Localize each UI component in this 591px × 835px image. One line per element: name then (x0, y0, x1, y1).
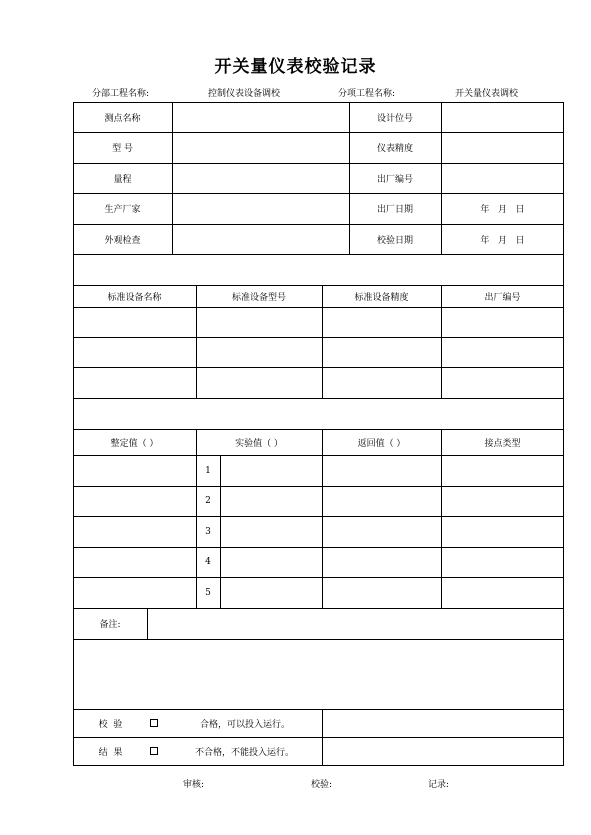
rule (73, 547, 564, 548)
pass-option-text: 合格，可以投入运行。 (200, 719, 291, 730)
fail-checkbox[interactable] (150, 747, 158, 755)
appearance-label: 外观检查 (104, 235, 141, 246)
cal-date-value[interactable]: 年 月 日 (480, 235, 525, 246)
cal-date-label: 校验日期 (376, 235, 413, 246)
pass-checkbox[interactable] (150, 719, 158, 727)
remarks-label: 备注: (99, 620, 121, 630)
record-label: 记录: (428, 780, 450, 790)
mfg-date-label: 出厂日期 (376, 205, 413, 215)
test-header-return: 返回值（ ） (357, 438, 406, 449)
std-header-model: 标准设备型号 (231, 292, 286, 303)
model-label: 型 号 (112, 144, 133, 154)
rule (73, 307, 564, 308)
serial-no-label: 出厂编号 (376, 174, 413, 185)
test-row-number: 1 (205, 465, 211, 476)
test-row-number: 3 (205, 526, 211, 537)
test-row-number: 4 (205, 557, 211, 567)
point-name-label: 测点名称 (104, 113, 141, 124)
result-label: 结 果 (98, 748, 123, 758)
std-header-name: 标准设备名称 (107, 292, 162, 303)
test-header-contact: 接点类型 (484, 438, 521, 449)
test-row-number: 5 (205, 587, 211, 598)
rule (172, 102, 173, 254)
rule (441, 429, 442, 608)
rule (73, 455, 564, 456)
rule (73, 337, 564, 338)
test-header-setpoint: 整定值（ ） (110, 438, 159, 449)
rule (73, 367, 564, 368)
rule (73, 639, 564, 640)
manufacturer-label: 生产厂家 (104, 205, 141, 215)
rule (73, 577, 564, 578)
rule (322, 709, 323, 766)
mfg-date-value[interactable]: 年 月 日 (480, 205, 525, 215)
design-tag-label: 设计位号 (376, 113, 413, 124)
std-header-accuracy: 标准设备精度 (354, 292, 409, 303)
accuracy-label: 仪表精度 (376, 144, 413, 154)
review-label: 审核: (183, 780, 205, 790)
test-header-actual: 实验值（ ） (235, 438, 283, 449)
page-title: 开关量仪表校验记录 (214, 57, 377, 77)
rule (220, 455, 221, 608)
test-row-number: 2 (205, 496, 211, 506)
range-label: 量程 (113, 174, 132, 185)
sub-project-label: 分部工程名称: (92, 89, 150, 99)
rule (322, 429, 323, 608)
item-project-label: 分项工程名称: (338, 89, 396, 99)
fail-option-text: 不合格，不能投入运行。 (195, 748, 295, 758)
check-label: 校验: (311, 780, 333, 790)
item-project-value: 开关量仪表调校 (455, 89, 519, 99)
rule (73, 516, 564, 517)
rule (73, 254, 564, 255)
sub-project-value: 控制仪表设备调校 (208, 89, 281, 99)
rule (147, 608, 148, 639)
verification-label: 校 验 (98, 719, 123, 730)
rule (73, 398, 564, 399)
rule (73, 486, 564, 487)
std-header-serial: 出厂编号 (484, 292, 521, 303)
